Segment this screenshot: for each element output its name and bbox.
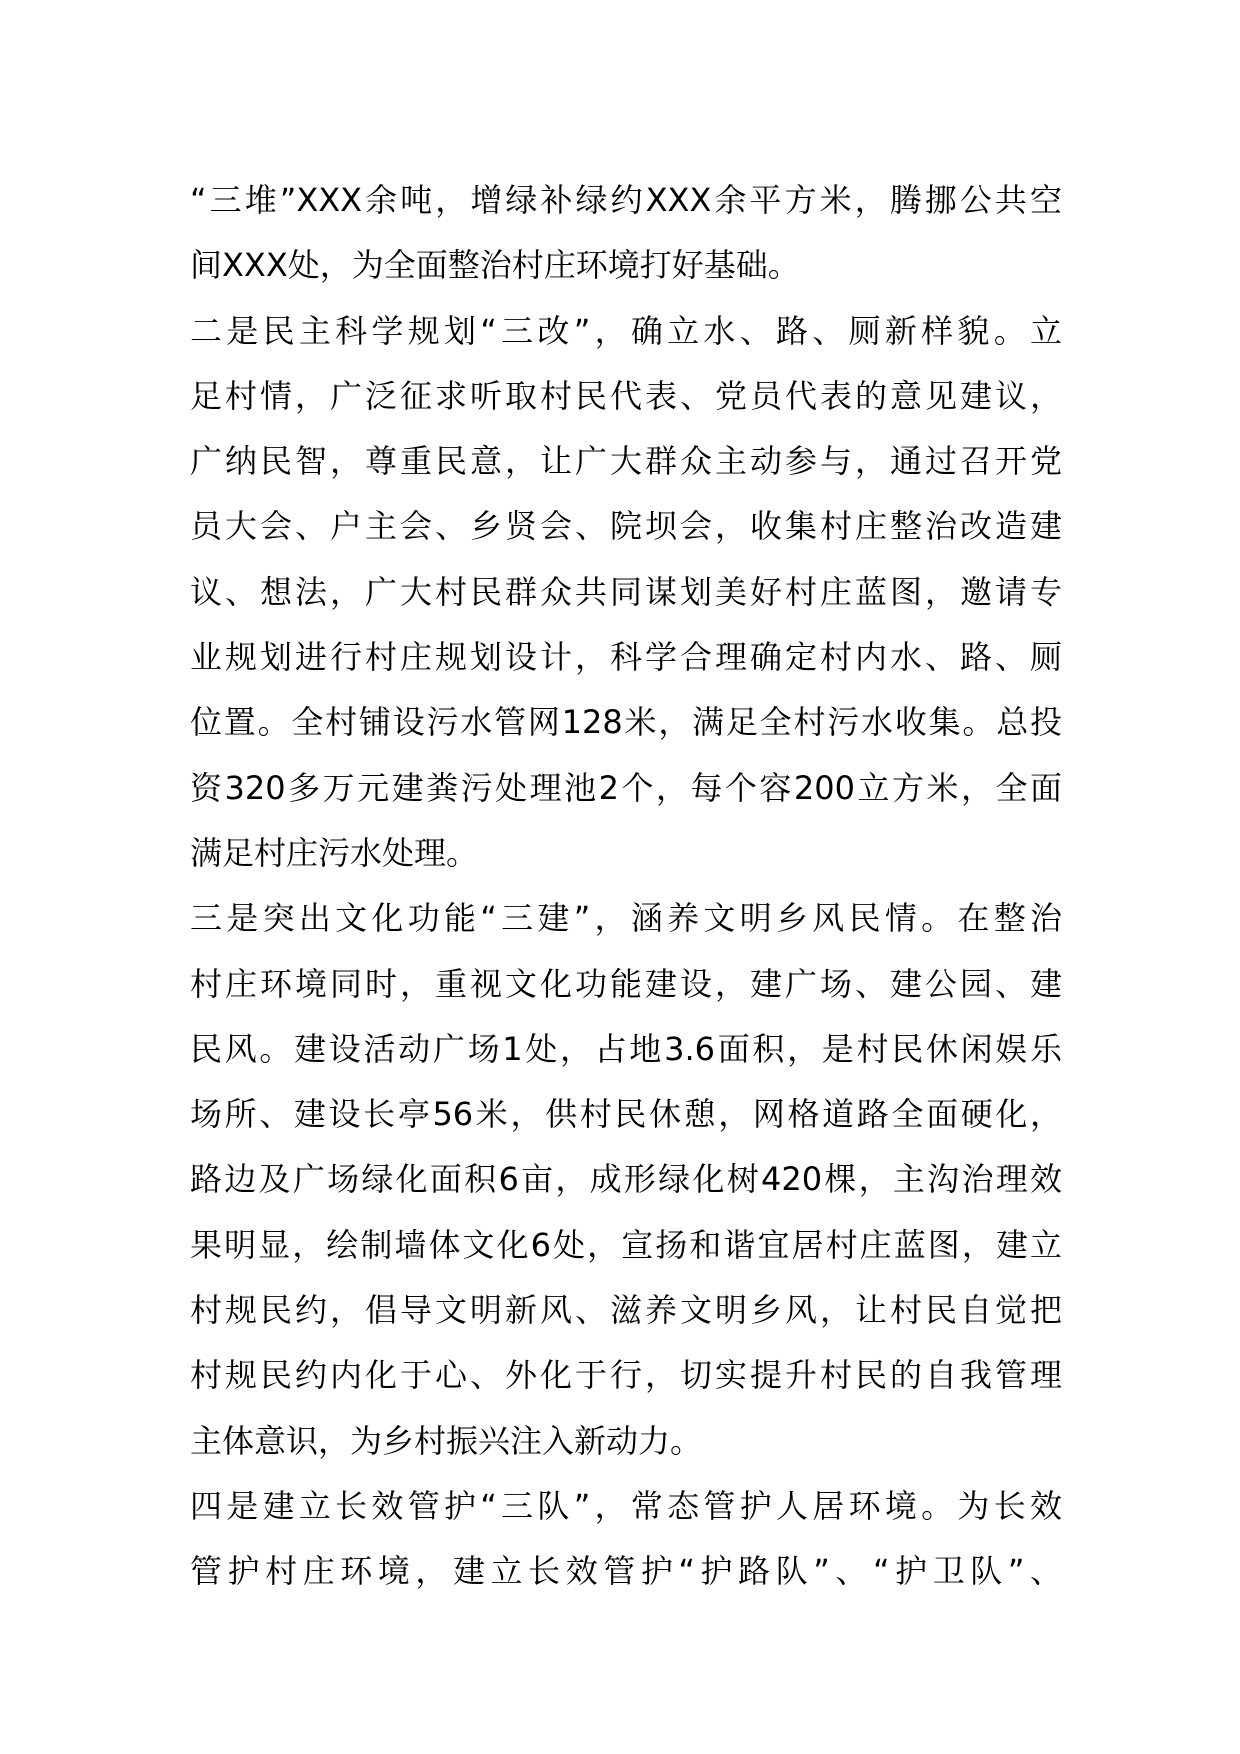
text-line-18: 村规民约，倡导文明新风、滋养文明乡风，让村民自觉把	[190, 1291, 1062, 1330]
text-line-7: 议、想法，广大村民群众共同谋划美好村庄蓝图，邀请专	[190, 572, 1062, 611]
text-line-16: 路边及广场绿化面积6亩，成形绿化树420棵，主沟治理效	[190, 1160, 1062, 1199]
text-line-13: 村庄环境同时，重视文化功能建设，建广场、建公园、建	[190, 964, 1062, 1003]
text-line-9: 位置。全村铺设污水管网128米，满足全村污水收集。总投	[190, 703, 1062, 742]
text-line-5: 广纳民智，尊重民意，让广大群众主动参与，通过召开党	[190, 442, 1062, 481]
text-line-6: 员大会、户主会、乡贤会、院坝会，收集村庄整治改造建	[190, 507, 1062, 546]
text-line-8: 业规划进行村庄规划设计，科学合理确定村内水、路、厕	[190, 638, 1062, 677]
text-line-19: 村规民约内化于心、外化于行，切实提升村民的自我管理	[190, 1356, 1062, 1395]
text-line-21: 四是建立长效管护“三队”，常态管护人居环境。为长效	[190, 1486, 1062, 1525]
text-line-10: 资320多万元建粪污处理池2个，每个容200立方米，全面	[190, 768, 1062, 807]
text-line-22: 管护村庄环境，建立长效管护“护路队”、“护卫队”、	[190, 1552, 1062, 1591]
text-line-1: “三堆”XXX余吨，增绿补绿约XXX余平方米，腾挪公共空	[190, 181, 1062, 219]
text-line-11: 满足村庄污水处理。	[190, 833, 479, 872]
document-body	[190, 168, 1062, 1605]
text-line-12: 三是突出文化功能“三建”，涵养文明乡风民情。在整治	[190, 899, 1062, 938]
text-line-14: 民风。建设活动广场1处，占地3.6面积，是村民休闲娱乐	[190, 1029, 1062, 1068]
text-line-17: 果明显，绘制墙体文化6处，宣扬和谐宜居村庄蓝图，建立	[190, 1225, 1062, 1264]
text-line-20: 主体意识，为乡村振兴注入新动力。	[190, 1421, 703, 1460]
text-line-2: 间XXX处，为全面整治村庄环境打好基础。	[190, 246, 800, 285]
text-line-15: 场所、建设长亭56米，供村民休憩，网格道路全面硬化，	[190, 1095, 1062, 1134]
text-line-3: 二是民主科学规划“三改”，确立水、路、厕新样貌。立	[190, 311, 1062, 350]
text-line-4: 足村情，广泛征求听取村民代表、党员代表的意见建议，	[190, 376, 1062, 415]
